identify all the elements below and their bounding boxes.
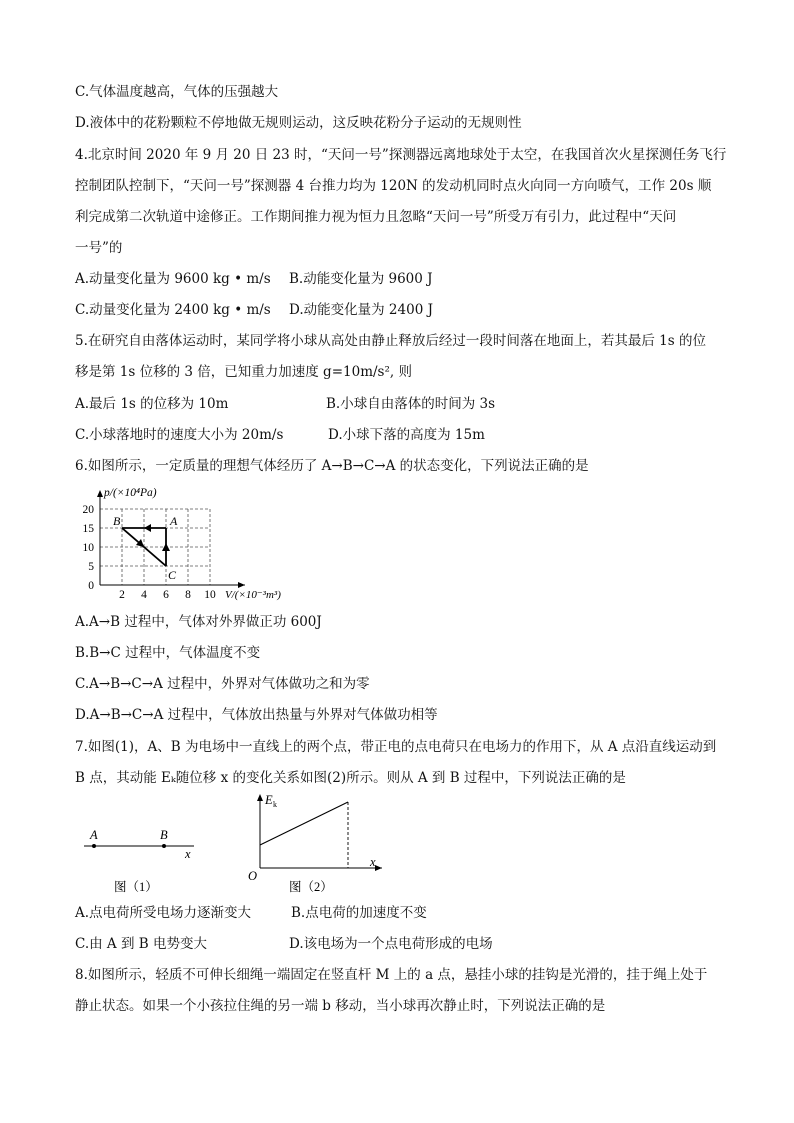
q7-option-b: B.点电荷的加速度不变 — [291, 905, 427, 921]
q7-figure-1 — [80, 820, 210, 900]
q6-y-axis-label: p/(×10⁴Pa) — [104, 487, 157, 499]
q3-option-d: D.液体中的花粉颗粒不停地做无规则运动，这反映花粉分子运动的无规则性 — [75, 115, 522, 131]
q5-stem-line-2: 移是第 1s 位移的 3 倍，已知重力加速度 g=10m/s², 则 — [75, 364, 412, 380]
q7-point-a-icon — [92, 844, 96, 848]
q7-stem-line-2: B 点，其动能 Eₖ随位移 x 的变化关系如图(2)所示。则从 A 到 B 过程中，下列说法正确的是 — [75, 770, 626, 786]
q7-label-o: O — [248, 869, 258, 883]
q7-point-b-icon — [162, 844, 166, 848]
q6-stem-line-1: 6.如图所示，一定质量的理想气体经历了 A→B→C→A 的状态变化，下列说法正确的是 — [75, 458, 589, 474]
q6-xtick-8: 8 — [185, 589, 191, 601]
q7-label-a: A — [90, 828, 98, 842]
q7-option-a: A.点电荷所受电场力逐渐变大 — [75, 905, 252, 921]
q7-option-c: C.由 A 到 B 电势变大 — [75, 936, 207, 952]
q7-fig2-label-x: x — [370, 855, 376, 869]
q4-option-b: B.动能变化量为 9600 J — [289, 271, 433, 287]
q3-option-c: C.气体温度越高，气体的压强越大 — [75, 84, 279, 100]
q6-option-d: D.A→B→C→A 过程中，气体放出热量与外界对气体做功相等 — [75, 707, 438, 723]
q6-ytick-5: 5 — [88, 561, 94, 573]
q7-stem-line-1: 7.如图(1)，A、B 为电场中一直线上的两个点，带正电的点电荷只在电场力的作用下，从 A 点沿直线运动到 — [75, 739, 717, 755]
q7-label-ek-subscript: k — [273, 800, 277, 809]
q6-label-c: C — [168, 568, 177, 582]
q6-label-b: B — [113, 514, 121, 528]
q6-arrow-ca-icon — [162, 543, 170, 551]
q8-stem-line-2: 静止状态。如果一个小孩拉住绳的另一端 b 移动，当小球再次静止时，下列说法正确的是 — [75, 998, 606, 1014]
q6-label-a: A — [170, 514, 178, 528]
q5-option-c: C.小球落地时的速度大小为 20m/s — [75, 427, 284, 443]
q7-figure-2 — [240, 790, 390, 900]
q7-label-ek: E — [265, 793, 273, 807]
q6-pv-graph — [80, 484, 320, 604]
q6-xtick-6: 6 — [163, 589, 169, 601]
q7-y-axis-arrow-icon — [257, 794, 263, 801]
q6-option-b: B.B→C 过程中，气体温度不变 — [75, 645, 261, 661]
q6-y-axis-arrow-icon — [97, 490, 103, 497]
q7-label-b: B — [160, 828, 168, 842]
q6-ytick-10: 10 — [82, 542, 94, 554]
q4-option-c: C.动量变化量为 2400 kg • m/s — [75, 302, 271, 318]
q5-stem-line-1: 5.在研究自由落体运动时，某同学将小球从高处由静止释放后经过一段时间落在地面上，若其最后 1s 的位 — [75, 333, 706, 349]
q7-fig1-caption: 图（1） — [114, 880, 158, 894]
q6-xtick-4: 4 — [141, 589, 147, 601]
q6-ytick-15: 15 — [82, 523, 94, 535]
q4-stem-line-2: 控制团队控制下，“天问一号”探测器 4 台推力均为 120N 的发动机同时点火向同一方向喷气，工作 20s 顺 — [75, 178, 712, 194]
q6-x-axis-arrow-icon — [238, 582, 245, 588]
q5-option-a: A.最后 1s 的位移为 10m — [75, 396, 229, 412]
q7-fig2-caption: 图（2） — [289, 880, 333, 894]
q4-option-d: D.动能变化量为 2400 J — [289, 302, 433, 318]
q6-option-c: C.A→B→C→A 过程中，外界对气体做功之和为零 — [75, 676, 370, 692]
q4-stem-line-4: 一号”的 — [75, 240, 123, 256]
q7-x-axis-arrow-icon — [375, 865, 382, 871]
q6-ytick-20: 20 — [82, 504, 94, 516]
q6-x-axis-label: V/(×10⁻³m³) — [225, 589, 281, 601]
q6-arrow-ab-icon — [144, 524, 151, 532]
q7-option-d: D.该电场为一个点电荷形成的电场 — [289, 936, 493, 952]
q6-xtick-2: 2 — [119, 589, 125, 601]
q4-stem-line-3: 利完成第二次轨道中途修正。工作期间推力视为恒力且忽略“天问一号”所受万有引力，此过程中“天问 — [75, 209, 677, 225]
q5-option-b: B.小球自由落体的时间为 3s — [326, 396, 496, 412]
q4-stem-line-1: 4.北京时间 2020 年 9 月 20 日 23 时，“天问一号”探测器远离地球处于太空，在我国首次火星探测任务飞行 — [75, 147, 727, 163]
q6-xtick-10: 10 — [204, 589, 216, 601]
q5-option-d: D.小球下落的高度为 15m — [328, 427, 485, 443]
q6-option-a: A.A→B 过程中，气体对外界做正功 600J — [75, 614, 322, 630]
q6-ytick-0: 0 — [88, 580, 94, 592]
q7-fig1-label-x: x — [185, 847, 191, 861]
q8-stem-line-1: 8.如图所示，轻质不可伸长细绳一端固定在竖直杆 M 上的 a 点，悬挂小球的挂钩是光滑的，挂于绳上处于 — [75, 967, 708, 983]
q4-option-a: A.动量变化量为 9600 kg • m/s — [75, 271, 271, 287]
